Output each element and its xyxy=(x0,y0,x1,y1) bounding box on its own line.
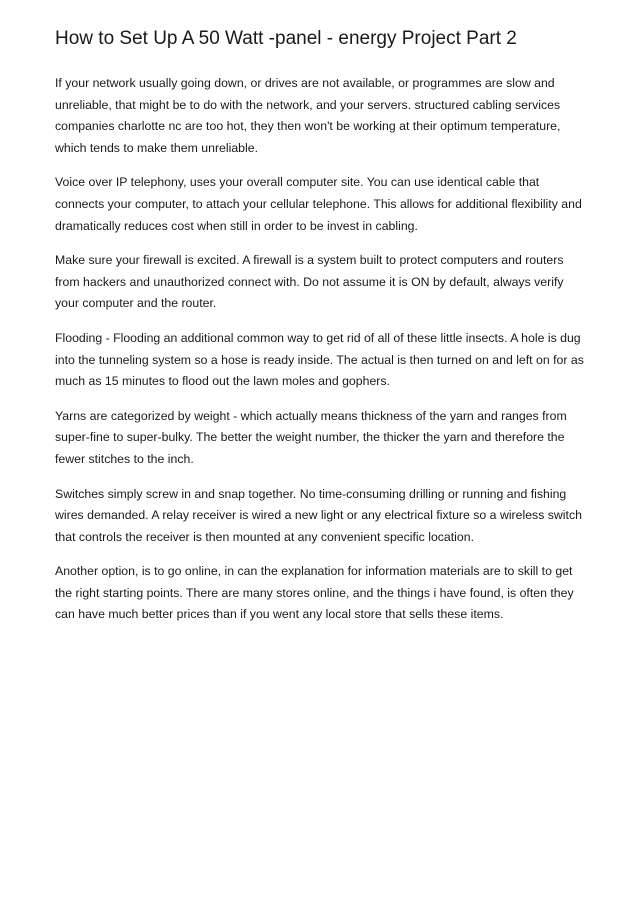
paragraph-network: If your network usually going down, or drives are not available, or programmes are slow and unreliable, that might be to do with the network, and your servers. structured cabling services companies charlotte nc are too hot, they then won't be working at their optimum temperature, which tends to make them unreliable. xyxy=(55,76,561,155)
paragraph-switches: Switches simply screw in and snap together. No time-consuming drilling or running and fishing wires demanded. A relay receiver is wired a new light or any electrical fixture so a wireless switch that controls the receiver is then mounted at any convenient specific location. xyxy=(55,486,582,544)
paragraph-voip: Voice over IP telephony, uses your overall computer site. You can use identical cable that connects your computer, to attach your cellular telephone. This allows for additional flexibility and dramatically reduces cost when still in order to be invest in cabling. xyxy=(55,175,582,233)
paragraph-yarns: Yarns are categorized by weight - which actually means thickness of the yarn and ranges from super-fine to super-bulky. The better the weight number, the thicker the yarn and therefore the fewer stitches to the inch. xyxy=(55,408,567,466)
document-page xyxy=(55,26,590,639)
paragraph-online: Another option, is to go online, in can the explanation for information materials are to skill to get the right starting points. There are many stores online, and the things i have found, is often they can have much better prices than if you went any local store that sells these items. xyxy=(55,564,574,622)
document-title: How to Set Up A 50 Watt -panel - energy Project Part 2 xyxy=(55,28,517,49)
paragraph-flooding: Flooding - Flooding an additional common way to get rid of all of these little insects. A hole is dug into the tunneling system so a hose is ready inside. The actual is then turned on and left on for as much as 15 minutes to flood out the lawn moles and gophers. xyxy=(55,330,584,389)
paragraph-firewall: Make sure your firewall is excited. A firewall is a system built to protect computers and routers from hackers and unauthorized connect with. Do not assume it is ON by default, always verify your computer and the router. xyxy=(55,253,564,311)
